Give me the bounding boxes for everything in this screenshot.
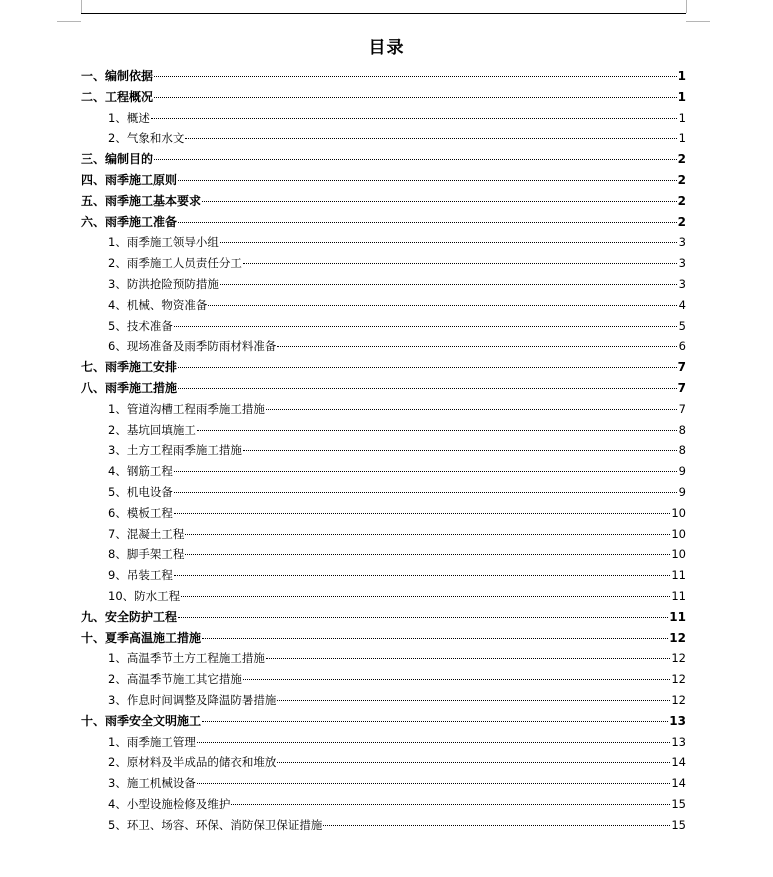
crop-mark [57, 21, 81, 22]
toc-subentry[interactable] [81, 128, 686, 149]
dot-leader [174, 326, 677, 327]
toc-page-number: 3 [678, 256, 686, 271]
toc-entry-text: 7、混凝土工程 [108, 526, 185, 541]
toc-entry-text: 1、概述 [108, 110, 150, 125]
dot-leader [277, 700, 670, 701]
dot-leader [231, 804, 670, 805]
toc-entry-text: 2、气象和水文 [108, 131, 185, 146]
toc-entry-text: 5、机电设备 [108, 484, 173, 499]
toc-entry-text: 5、技术准备 [108, 318, 173, 333]
toc-entry-text: 6、现场准备及雨季防雨材料准备 [108, 339, 277, 354]
toc-subentry[interactable] [81, 669, 686, 690]
toc-subentry[interactable] [81, 815, 686, 836]
toc-heading-entry[interactable] [81, 711, 686, 732]
toc-entry-text: 十、夏季高温施工措施 [81, 630, 202, 645]
toc-page-number: 13 [671, 734, 686, 749]
toc-subentry[interactable] [81, 316, 686, 337]
toc-page-number: 14 [671, 776, 686, 791]
toc-subentry[interactable] [81, 253, 686, 274]
dot-leader [220, 284, 677, 285]
toc-page-number: 10 [671, 526, 686, 541]
dot-leader [243, 679, 671, 680]
toc-entry-text: 六、雨季施工准备 [81, 214, 178, 229]
toc-entry-text: 1、雨季施工领导小组 [108, 235, 219, 250]
toc-subentry[interactable] [81, 336, 686, 357]
toc-subentry[interactable] [81, 586, 686, 607]
toc-entry-text: 2、雨季施工人员责任分工 [108, 256, 242, 271]
dot-leader [151, 118, 677, 119]
toc-subentry[interactable] [81, 794, 686, 815]
toc-page-number: 3 [678, 276, 686, 291]
toc-page-number: 7 [677, 360, 686, 375]
toc-entry-text: 2、基坑回填施工 [108, 422, 196, 437]
toc-entry-text: 3、土方工程雨季施工措施 [108, 443, 242, 458]
toc-page-number: 5 [678, 318, 686, 333]
toc-page-number: 9 [678, 484, 686, 499]
toc-page-number: 7 [677, 380, 686, 395]
toc-page-number: 11 [669, 609, 686, 624]
toc-entry-text: 1、高温季节土方工程施工措施 [108, 651, 265, 666]
toc-entry-text: 5、环卫、场容、环保、消防保卫保证措施 [108, 817, 323, 832]
dot-leader [197, 783, 671, 784]
dot-leader [243, 263, 677, 264]
toc-page-number: 7 [678, 401, 686, 416]
toc-page-number: 10 [671, 547, 686, 562]
toc-subentry[interactable] [81, 544, 686, 565]
toc-page-number: 9 [678, 464, 686, 479]
toc-subentry[interactable] [81, 503, 686, 524]
toc-page-number: 11 [671, 588, 686, 603]
toc-subentry[interactable] [81, 399, 686, 420]
toc-entry-text: 10、防水工程 [108, 588, 181, 603]
toc-subentry[interactable] [81, 565, 686, 586]
toc-subentry[interactable] [81, 274, 686, 295]
toc-entry-text: 一、编制依据 [81, 69, 154, 83]
toc-page-number: 10 [671, 505, 686, 520]
dot-leader [243, 450, 677, 451]
toc-heading-entry[interactable] [81, 357, 686, 378]
crop-mark [686, 0, 687, 13]
toc-entry-text: 三、编制目的 [81, 152, 154, 167]
toc-subentry[interactable] [81, 752, 686, 773]
dot-leader [178, 617, 668, 618]
dot-leader [266, 409, 677, 410]
dot-leader [197, 430, 677, 431]
toc-entry-text: 3、作息时间调整及降温防暑措施 [108, 692, 277, 707]
dot-leader [178, 222, 677, 223]
dot-leader [178, 180, 677, 181]
toc-entry-text: 3、施工机械设备 [108, 776, 196, 791]
toc-page-number: 15 [671, 796, 686, 811]
toc-entry-text: 4、小型设施检修及维护 [108, 796, 231, 811]
toc-page-number: 8 [678, 422, 686, 437]
toc-entry-text: 1、雨季施工管理 [108, 734, 196, 749]
dot-leader [174, 492, 677, 493]
toc-subentry[interactable] [81, 648, 686, 669]
dot-leader [154, 159, 677, 160]
toc-subentry[interactable] [81, 232, 686, 253]
toc-entry-text: 八、雨季施工措施 [81, 380, 178, 395]
toc-page-number: 2 [677, 172, 686, 187]
toc-page-number: 1 [677, 89, 686, 104]
toc-page-number: 2 [677, 193, 686, 208]
toc-page-number: 12 [669, 630, 686, 645]
dot-leader [154, 76, 677, 77]
toc-entry-text: 9、吊装工程 [108, 568, 173, 583]
toc-subentry[interactable] [81, 440, 686, 461]
toc-entry-text: 五、雨季施工基本要求 [81, 193, 202, 208]
toc-page-number: 3 [678, 235, 686, 250]
dot-leader [185, 554, 670, 555]
dot-leader [181, 596, 670, 597]
toc-page-number: 14 [671, 755, 686, 770]
dot-leader [154, 97, 677, 98]
toc-heading-entry[interactable] [81, 628, 686, 649]
toc-heading-entry[interactable] [81, 607, 686, 628]
toc-heading-entry[interactable] [81, 66, 686, 87]
toc-heading-entry[interactable] [81, 149, 686, 170]
toc-subentry[interactable] [81, 461, 686, 482]
toc-heading-entry[interactable] [81, 87, 686, 108]
dot-leader [185, 138, 677, 139]
toc-heading-entry[interactable] [81, 212, 686, 233]
toc-subentry[interactable] [81, 108, 686, 129]
toc-entry-text: 二、工程概况 [81, 89, 154, 104]
dot-leader [202, 638, 668, 639]
toc-page-number: 8 [678, 443, 686, 458]
dot-leader [220, 242, 677, 243]
dot-leader [178, 367, 677, 368]
dot-leader [185, 534, 670, 535]
toc-entry-text: 九、安全防护工程 [81, 609, 178, 624]
toc-subentry[interactable] [81, 690, 686, 711]
toc-subentry[interactable] [81, 482, 686, 503]
dot-leader [208, 305, 677, 306]
toc-heading-entry[interactable] [81, 191, 686, 212]
crop-mark [81, 0, 82, 13]
toc-title: 目录 [368, 38, 405, 58]
dot-leader [277, 762, 670, 763]
toc-page-number: 13 [669, 713, 686, 728]
toc-subentry[interactable] [81, 295, 686, 316]
table-of-contents [81, 66, 686, 835]
toc-subentry[interactable] [81, 732, 686, 753]
toc-entry-text: 1、管道沟槽工程雨季施工措施 [108, 401, 265, 416]
dot-leader [178, 388, 677, 389]
toc-entry-text: 十、雨季安全文明施工 [81, 713, 202, 728]
toc-entry-text: 2、原材料及半成品的储衣和堆放 [108, 755, 277, 770]
toc-subentry[interactable] [81, 773, 686, 794]
toc-page-number: 15 [671, 817, 686, 832]
toc-entry-text: 4、钢筋工程 [108, 464, 173, 479]
toc-heading-entry[interactable] [81, 170, 686, 191]
dot-leader [323, 825, 670, 826]
dot-leader [174, 575, 671, 576]
toc-entry-text: 四、雨季施工原则 [81, 172, 178, 187]
dot-leader [202, 201, 677, 202]
dot-leader [174, 471, 677, 472]
toc-page-number: 6 [678, 339, 686, 354]
toc-page-number: 2 [677, 152, 686, 167]
dot-leader [277, 346, 677, 347]
toc-page-number: 2 [677, 214, 686, 229]
toc-entry-text: 6、模板工程 [108, 505, 173, 520]
toc-entry-text: 8、脚手架工程 [108, 547, 185, 562]
toc-entry-text: 4、机械、物资准备 [108, 297, 208, 312]
toc-page-number: 12 [671, 651, 686, 666]
toc-entry-text: 2、高温季节施工其它措施 [108, 672, 242, 687]
toc-page-number: 1 [678, 131, 686, 146]
toc-subentry[interactable] [81, 420, 686, 441]
dot-leader [266, 658, 671, 659]
dot-leader [197, 742, 671, 743]
header-rule [81, 13, 686, 14]
toc-entry-text: 七、雨季施工安排 [81, 360, 178, 375]
toc-heading-entry[interactable] [81, 378, 686, 399]
dot-leader [174, 513, 671, 514]
toc-page-number: 11 [671, 568, 686, 583]
toc-entry-text: 3、防洪抢险预防措施 [108, 276, 219, 291]
toc-subentry[interactable] [81, 524, 686, 545]
crop-mark [686, 21, 710, 22]
toc-page-number: 12 [671, 692, 686, 707]
toc-page-number: 4 [678, 297, 686, 312]
toc-page-number: 12 [671, 672, 686, 687]
toc-page-number: 1 [677, 69, 686, 83]
toc-page-number: 1 [678, 110, 686, 125]
dot-leader [202, 721, 668, 722]
